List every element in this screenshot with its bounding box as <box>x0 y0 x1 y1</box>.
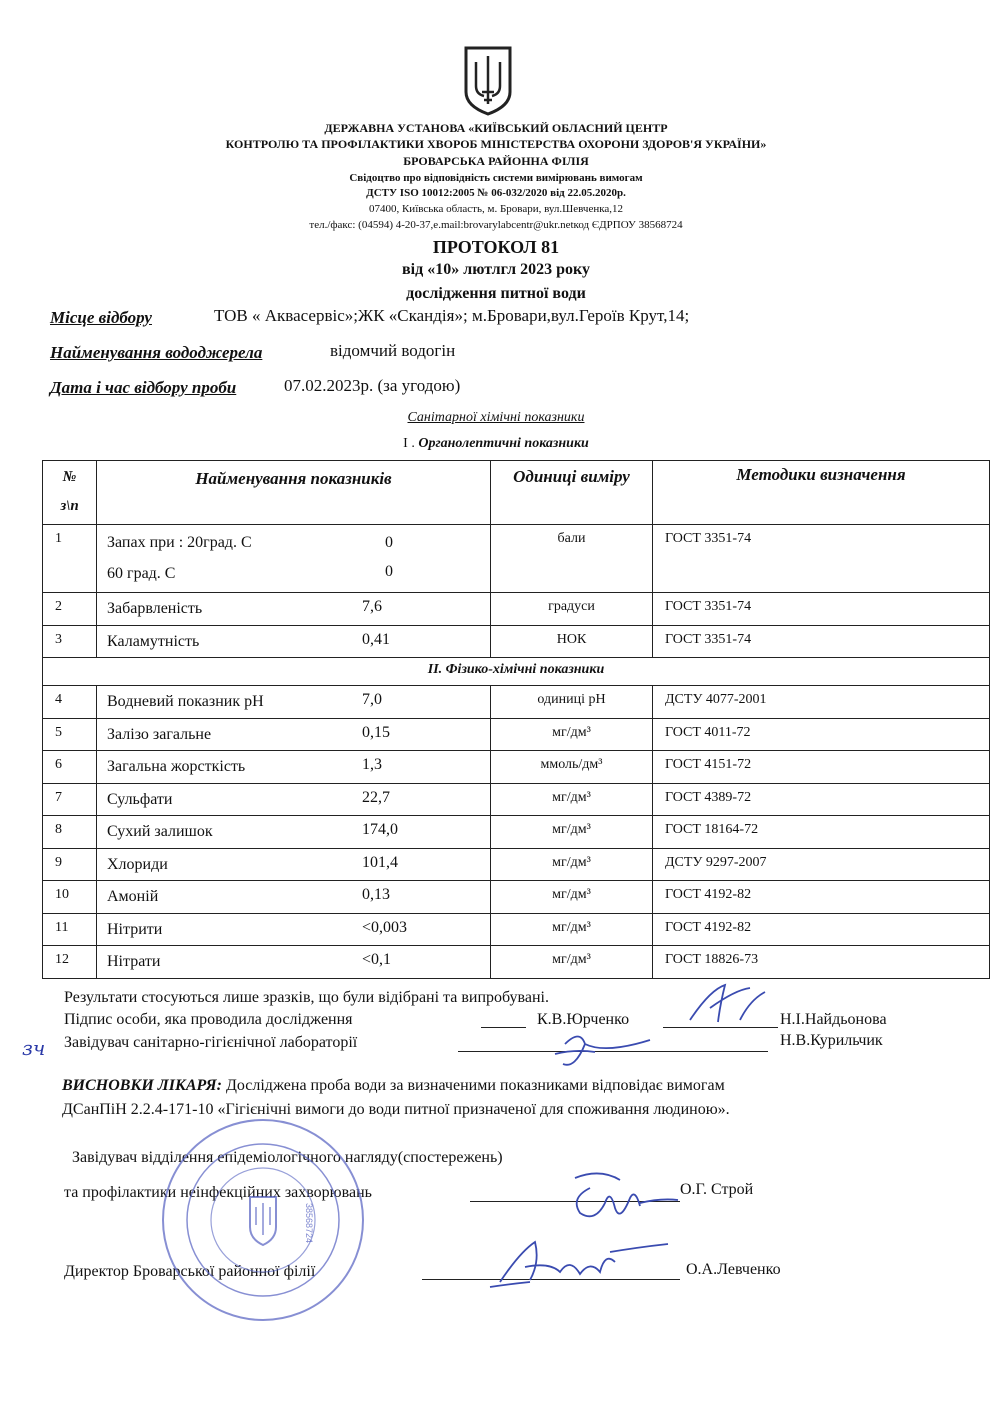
col-method-header: Методики визначення <box>653 461 990 525</box>
row-num: 11 <box>43 913 97 946</box>
row-name: Нітрити <box>107 920 163 938</box>
place-label: Місце відбору <box>50 308 152 327</box>
header-standard: ДСТУ ISO 10012:2005 № 06-032/2020 від 22.05.2020р. <box>366 187 626 199</box>
row-unit: мг/дм³ <box>491 816 653 849</box>
row-value: 0 <box>385 563 393 580</box>
head-dept-label-1: Завідувач відділення епідеміологічного нагляду(спостережень) <box>72 1149 503 1166</box>
row-unit: НОК <box>491 625 653 658</box>
row-method: ДСТУ 9297-2007 <box>653 848 990 881</box>
table-row <box>43 848 990 881</box>
coat-of-arms-icon <box>462 44 514 116</box>
researcher-name-2: Н.І.Найдьонова <box>780 1011 887 1028</box>
director-name: О.А.Левченко <box>686 1261 781 1278</box>
row-name: Водневий показник pH <box>107 693 264 710</box>
margin-note: зч <box>22 1036 46 1060</box>
row-method: ГОСТ 3351-74 <box>653 525 990 593</box>
row-name: Хлориди <box>107 855 168 873</box>
conclusion-text-1: Досліджена проба води за визначеними показниками відповідає вимогам <box>225 1077 725 1094</box>
section-title: Санітарної хімічні показники <box>407 410 585 425</box>
researcher-name-1: К.В.Юрченко <box>537 1011 630 1028</box>
table-row <box>43 816 990 849</box>
table-row <box>43 625 990 658</box>
row-num: 4 <box>43 686 97 719</box>
subsection-2-title: II. Фізико-хімічні показники <box>43 658 990 686</box>
row-value: 7,0 <box>362 691 382 708</box>
protocol-date: від «10» лютлгл 2023 року <box>402 261 590 278</box>
row-method: ГОСТ 3351-74 <box>653 625 990 658</box>
head-dept-name: О.Г. Строй <box>680 1181 754 1198</box>
row-unit: градуси <box>491 593 653 626</box>
row-num: 2 <box>43 593 97 626</box>
place-value: ТОВ « Аквасервіс»;ЖК «Скандія»; м.Бровари,вул.Героїв Крут,14; <box>214 306 690 325</box>
row-name-cell <box>97 718 491 751</box>
row-value: 101,4 <box>362 853 398 871</box>
row-unit: мг/дм³ <box>491 783 653 816</box>
director-label: Директор Броварської районної філії <box>64 1263 316 1280</box>
head-lab-label: Завідувач санітарно-гігієнічної лабораторії <box>64 1034 358 1051</box>
table-row <box>43 686 990 719</box>
row-name-cell <box>97 593 491 626</box>
row-method: ГОСТ 18826-73 <box>653 946 990 979</box>
row-value: 0,13 <box>362 886 390 903</box>
row-method: ГОСТ 4011-72 <box>653 718 990 751</box>
head-dept-label-2: та профілактики неінфекційних захворювань <box>64 1184 372 1201</box>
row-unit: бали <box>491 525 653 593</box>
header-certificate: Свідоцтво про відповідність системи вимірювань вимогам <box>349 172 643 184</box>
row-num: 6 <box>43 751 97 784</box>
row-name: Каламутність <box>107 632 200 650</box>
row-name-cell <box>97 881 491 914</box>
row-value: 0,41 <box>362 630 390 648</box>
row-name: Амоній <box>107 888 159 905</box>
results-note: Результати стосуються лише зразків, що були відібрані та випробувані. <box>64 989 549 1006</box>
header-line3: БРОВАРСЬКА РАЙОННА ФІЛІЯ <box>403 154 589 168</box>
conclusion-line-1 <box>62 1074 725 1098</box>
row-method: ГОСТ 3351-74 <box>653 593 990 626</box>
table-row <box>43 881 990 914</box>
table-header-row <box>43 461 990 525</box>
row-name: Сухий залишок <box>107 823 213 840</box>
row-name: Запах при : 20град. С <box>107 534 252 551</box>
row-value: 0 <box>385 534 393 551</box>
header-line2: КОНТРОЛЮ ТА ПРОФІЛАКТИКИ ХВОРОБ МІНІСТЕРСТВА ОХОРОНИ ЗДОРОВ'Я УКРАЇНИ» <box>225 137 767 151</box>
row-unit: мг/дм³ <box>491 881 653 914</box>
row-value: 0,15 <box>362 723 390 741</box>
row-method: ГОСТ 4192-82 <box>653 913 990 946</box>
official-stamp <box>158 1115 368 1325</box>
row-name: Забарвленість <box>107 600 203 617</box>
row-name: Залізо загальне <box>107 725 212 743</box>
results-table <box>42 460 990 979</box>
row-num: 8 <box>43 816 97 849</box>
row-value: 7,6 <box>362 598 382 615</box>
researcher-label: Підпис особи, яка проводила дослідження <box>64 1011 353 1028</box>
header-address: 07400, Київська область, м. Бровари, вул.Шевченка,12 <box>368 203 624 215</box>
row-num: 3 <box>43 625 97 658</box>
row-name-cell <box>97 848 491 881</box>
row-num: 5 <box>43 718 97 751</box>
row-name: Загальна жорсткість <box>107 758 246 775</box>
row-value: <0,003 <box>362 918 408 936</box>
protocol-title: ПРОТОКОЛ 81 <box>432 237 560 257</box>
stamp-id-code: 38568724 <box>304 1202 314 1244</box>
datetime-value: 07.02.2023р. (за угодою) <box>284 376 461 395</box>
row-name: Сульфати <box>107 790 173 808</box>
datetime-label: Дата і час відбору проби <box>50 378 237 397</box>
row-name-cell <box>97 751 491 784</box>
col-unit-header: Одиниці виміру <box>491 461 653 525</box>
row-num: 1 <box>43 525 97 593</box>
protocol-subject: дослідження питної води <box>406 285 586 302</box>
row-method: ГОСТ 18164-72 <box>653 816 990 849</box>
row-name-cell <box>97 946 491 979</box>
row-unit: одиниці pH <box>491 686 653 719</box>
subsection-1-label: Органолептичні показники <box>418 436 589 451</box>
table-row <box>43 751 990 784</box>
row-value: 1,3 <box>362 756 382 773</box>
row-name-cell <box>97 686 491 719</box>
signature-researcher <box>680 980 780 1030</box>
row-method: ГОСТ 4151-72 <box>653 751 990 784</box>
row-method: ГОСТ 4389-72 <box>653 783 990 816</box>
row-name-cell <box>97 625 491 658</box>
row-name-cell <box>97 913 491 946</box>
header-line1: ДЕРЖАВНА УСТАНОВА «КИЇВСЬКИЙ ОБЛАСНИЙ ЦЕНТР <box>324 121 668 135</box>
table-row <box>43 718 990 751</box>
table-row <box>43 913 990 946</box>
row-name-cell <box>97 783 491 816</box>
row-num: 9 <box>43 848 97 881</box>
row-value: <0,1 <box>362 951 392 968</box>
source-value: відомчий водогін <box>330 341 456 360</box>
conclusion-label: ВИСНОВКИ ЛІКАРЯ: <box>62 1077 222 1094</box>
row-unit: мг/дм³ <box>491 913 653 946</box>
table-row <box>43 783 990 816</box>
row-name-cell <box>97 525 491 593</box>
row-value: 174,0 <box>362 821 398 838</box>
row-method: ГОСТ 4192-82 <box>653 881 990 914</box>
table-row <box>43 525 990 593</box>
table-row <box>43 593 990 626</box>
row-num: 10 <box>43 881 97 914</box>
row-name: 60 град. С <box>107 565 176 582</box>
row-unit: мг/дм³ <box>491 848 653 881</box>
signature-director <box>480 1232 670 1292</box>
subsection-1-number: I . <box>403 436 415 451</box>
row-unit: мг/дм³ <box>491 718 653 751</box>
conclusion-text-2: ДСанПіН 2.2.4-171-10 «Гігієнічні вимоги до води питної призначеної для споживання людиною». <box>62 1101 730 1118</box>
table-section-row <box>43 658 990 686</box>
row-num: 12 <box>43 946 97 979</box>
signature-head-lab <box>545 1024 655 1074</box>
table-row <box>43 946 990 979</box>
row-name-cell <box>97 816 491 849</box>
row-unit: мг/дм³ <box>491 946 653 979</box>
row-value: 22,7 <box>362 788 390 806</box>
header-contacts: тел./факс: (04594) 4-20-37,e.mail:brovarylabcentr@ukr.netкод ЄДРПОУ 38568724 <box>309 219 683 231</box>
row-num: 7 <box>43 783 97 816</box>
signature-head-dept <box>560 1168 680 1228</box>
row-name: Нітрати <box>107 953 161 970</box>
source-label: Найменування вододжерела <box>50 343 263 362</box>
col-num-header: № з\п <box>43 461 97 525</box>
head-lab-name: Н.В.Курильчик <box>780 1032 883 1049</box>
subsection-1-title <box>0 436 992 452</box>
col-name-header: Найменування показників <box>97 461 491 525</box>
row-method: ДСТУ 4077-2001 <box>653 686 990 719</box>
row-unit: ммоль/дм³ <box>491 751 653 784</box>
